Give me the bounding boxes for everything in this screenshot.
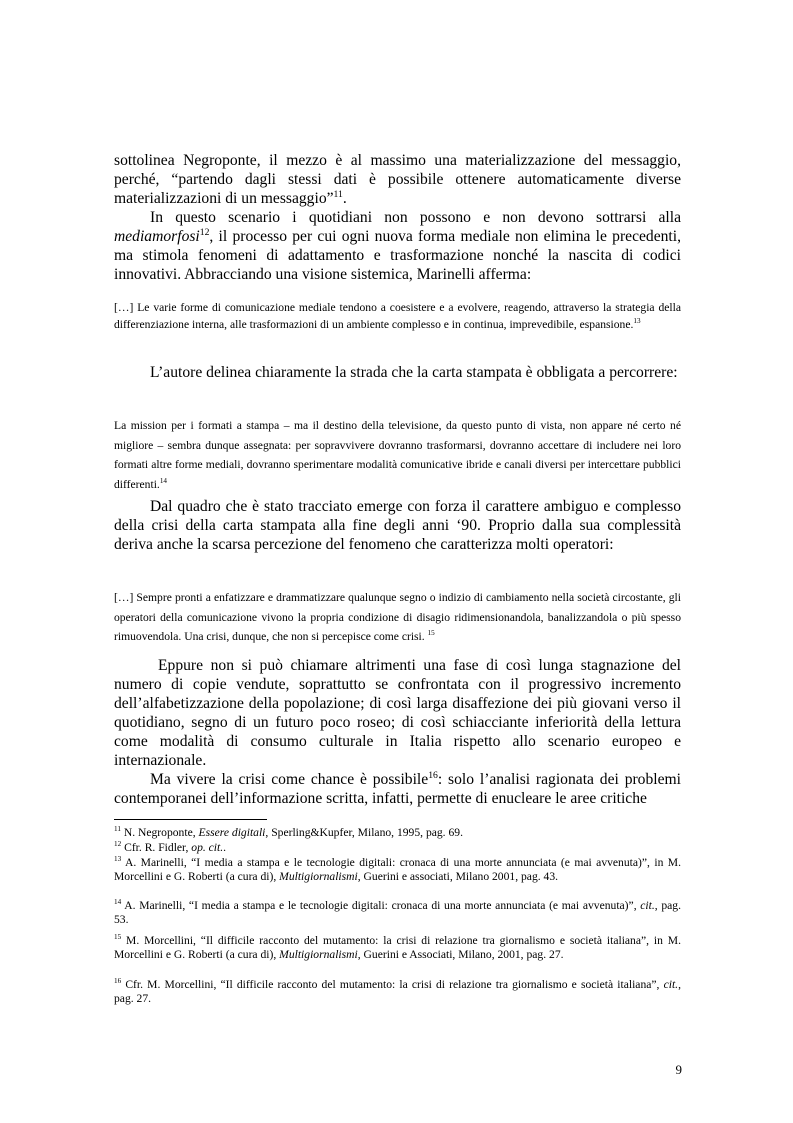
footnote-text: , pag. 53. (114, 899, 682, 926)
footnote-14 (114, 899, 681, 927)
footnote-11 (114, 826, 681, 840)
paragraph-1 (114, 151, 681, 208)
footnote-text: , Guerini e associati, Milano 2001, pag. 43. (357, 869, 559, 883)
paragraph-5 (114, 656, 681, 770)
block-quote-1-text: […] Le varie forme di comunicazione mediale tendono a coesistere e a evolvere, reagendo, attraverso la strategia della differenziazione interna, alle trasformazioni di un ambiente complesso e in continua, imprevedibile, espansione. (114, 301, 681, 332)
footnote-text: , pag. 27. (114, 978, 681, 1005)
paragraph-6 (114, 770, 681, 808)
footnote-number: 11 (114, 825, 121, 834)
paragraph-6-text-b: : solo l’analisi ragionata dei problemi contemporanei dell’informazione scritta, infatti, permette di enucleare le aree critiche (114, 771, 681, 807)
paragraph-4 (114, 497, 681, 554)
footnote-text: Cfr. M. Morcellini, “Il difficile racconto del mutamento: la crisi di relazione tra giornalismo e società italiana”, (121, 978, 664, 991)
footnote-number: 15 (114, 933, 122, 942)
footnote-ref-11: 11 (333, 188, 343, 200)
footnote-15 (114, 934, 681, 962)
paragraph-3 (114, 363, 681, 383)
footnote-13 (114, 856, 681, 884)
footnote-ref-13: 13 (633, 317, 641, 326)
footnote-ref-15: 15 (427, 629, 435, 638)
paragraph-5-text: Eppure non si può chiamare altrimenti una fase di così lunga stagnazione del numero di copie vendute, soprattutto se confrontata con il progressivo incremento dell’alfabetizzazione della popolazione; di così larga disaffezione dei più giovani verso il quotidiano, segno di un futuro poco roseo; di così schiacciante inferiorità della lettura come modalità di consumo culturale in Italia rispetto allo scenario europeo e internazionale. (114, 657, 681, 769)
footnote-separator (114, 819, 267, 820)
block-quote-1 (114, 299, 681, 334)
footnote-text: A. Marinelli, “I media a stampa e le tecnologie digitali: cronaca di una morte annunciata (e mai avvenuta)”, in M. Morcellini e G. Roberti (a cura di), (114, 856, 681, 883)
footnote-text: , Guerini e Associati, Milano, 2001, pag. 27. (357, 947, 564, 961)
footnote-text: Cfr. R. Fidler, (121, 841, 192, 854)
block-quote-2 (114, 416, 681, 494)
page-number: 9 (675, 1062, 682, 1077)
footnote-text: , Sperling&Kupfer, Milano, 1995, pag. 69. (265, 826, 463, 839)
paragraph-2-emphasis: mediamorfosi (114, 228, 200, 245)
footnote-title: op. cit. (191, 841, 224, 854)
footnote-text: A. Marinelli, “I media a stampa e le tecnologie digitali: cronaca di una morte annunciata (e mai avvenuta)”, (121, 899, 641, 912)
paragraph-3-text: L’autore delinea chiaramente la strada che la carta stampata è obbligata a percorrere: (150, 364, 678, 381)
footnote-number: 14 (114, 898, 122, 907)
paragraph-6-text-a: Ma vivere la crisi come chance è possibile (150, 771, 429, 788)
block-quote-2-text: La mission per i formati a stampa – ma il destino della televisione, da questo punto di vista, non appare né certo né migliore – sembra dunque assegnata: per sopravvivere dovranno trasformarsi, dovranno accettare di includere nei loro formati altre forme mediali, dovranno sperimentare modalità comunicative ibride e canali diversi per intercettare pubblici differenti. (114, 419, 681, 491)
footnote-16 (114, 978, 681, 1006)
footnote-title: cit. (663, 978, 679, 991)
paragraph-2 (114, 208, 681, 284)
paragraph-4-text: Dal quadro che è stato tracciato emerge con forza il carattere ambiguo e complesso della crisi della carta stampata alla fine degli anni ‘90. Proprio dalla sua complessità deriva anche la scarsa percezione del fenomeno che caratterizza molti operatori: (114, 498, 681, 553)
footnote-text: N. Negroponte, (120, 826, 199, 839)
footnote-title: Essere digitali (198, 826, 266, 839)
block-quote-3 (114, 588, 681, 647)
footnote-ref-14: 14 (159, 476, 168, 485)
footnote-ref-12: 12 (199, 226, 210, 238)
footnote-title: Multigiornalismi (279, 947, 358, 961)
footnote-number: 13 (114, 855, 122, 864)
paragraph-2-text-a: In questo scenario i quotidiani non possono e non devono sottrarsi alla (150, 209, 681, 226)
paragraph-2-text-b: , il processo per cui ogni nuova forma mediale non elimina le precedenti, ma stimola fenomeni di adattamento e trasformazione nonché la nascita di codici innovativi. Abbracciando una visione sistemica, Marinelli afferma: (114, 228, 681, 283)
footnote-text: M. Morcellini, “Il difficile racconto del mutamento: la crisi di relazione tra giornalismo e società italiana”, in M. Morcellini e G. Roberti (a cura di), (114, 934, 681, 961)
block-quote-3-text: […] Sempre pronti a enfatizzare e drammatizzare qualunque segno o indizio di cambiamento nella società circostante, gli operatori della comunicazione vivono la propria condizione di disagio ridimensionandola, banalizzandola o più spesso rimuovendola. Una crisi, dunque, che non si percepisce come crisi. (114, 591, 681, 643)
footnote-title: Multigiornalismi (279, 869, 358, 883)
footnote-12 (114, 841, 681, 855)
footnote-title: cit. (640, 899, 655, 912)
paragraph-1-text: sottolinea Negroponte, il mezzo è al massimo una materializzazione del messaggio, perché, “partendo dagli stessi dati è possibile ottenere automaticamente diverse materializzazioni di un messaggio” (114, 152, 681, 207)
footnote-text: . (223, 841, 227, 854)
footnote-number: 16 (114, 977, 122, 986)
footnote-number: 12 (114, 840, 122, 849)
paragraph-1-end: . (342, 190, 347, 207)
footnote-ref-16: 16 (428, 769, 438, 781)
